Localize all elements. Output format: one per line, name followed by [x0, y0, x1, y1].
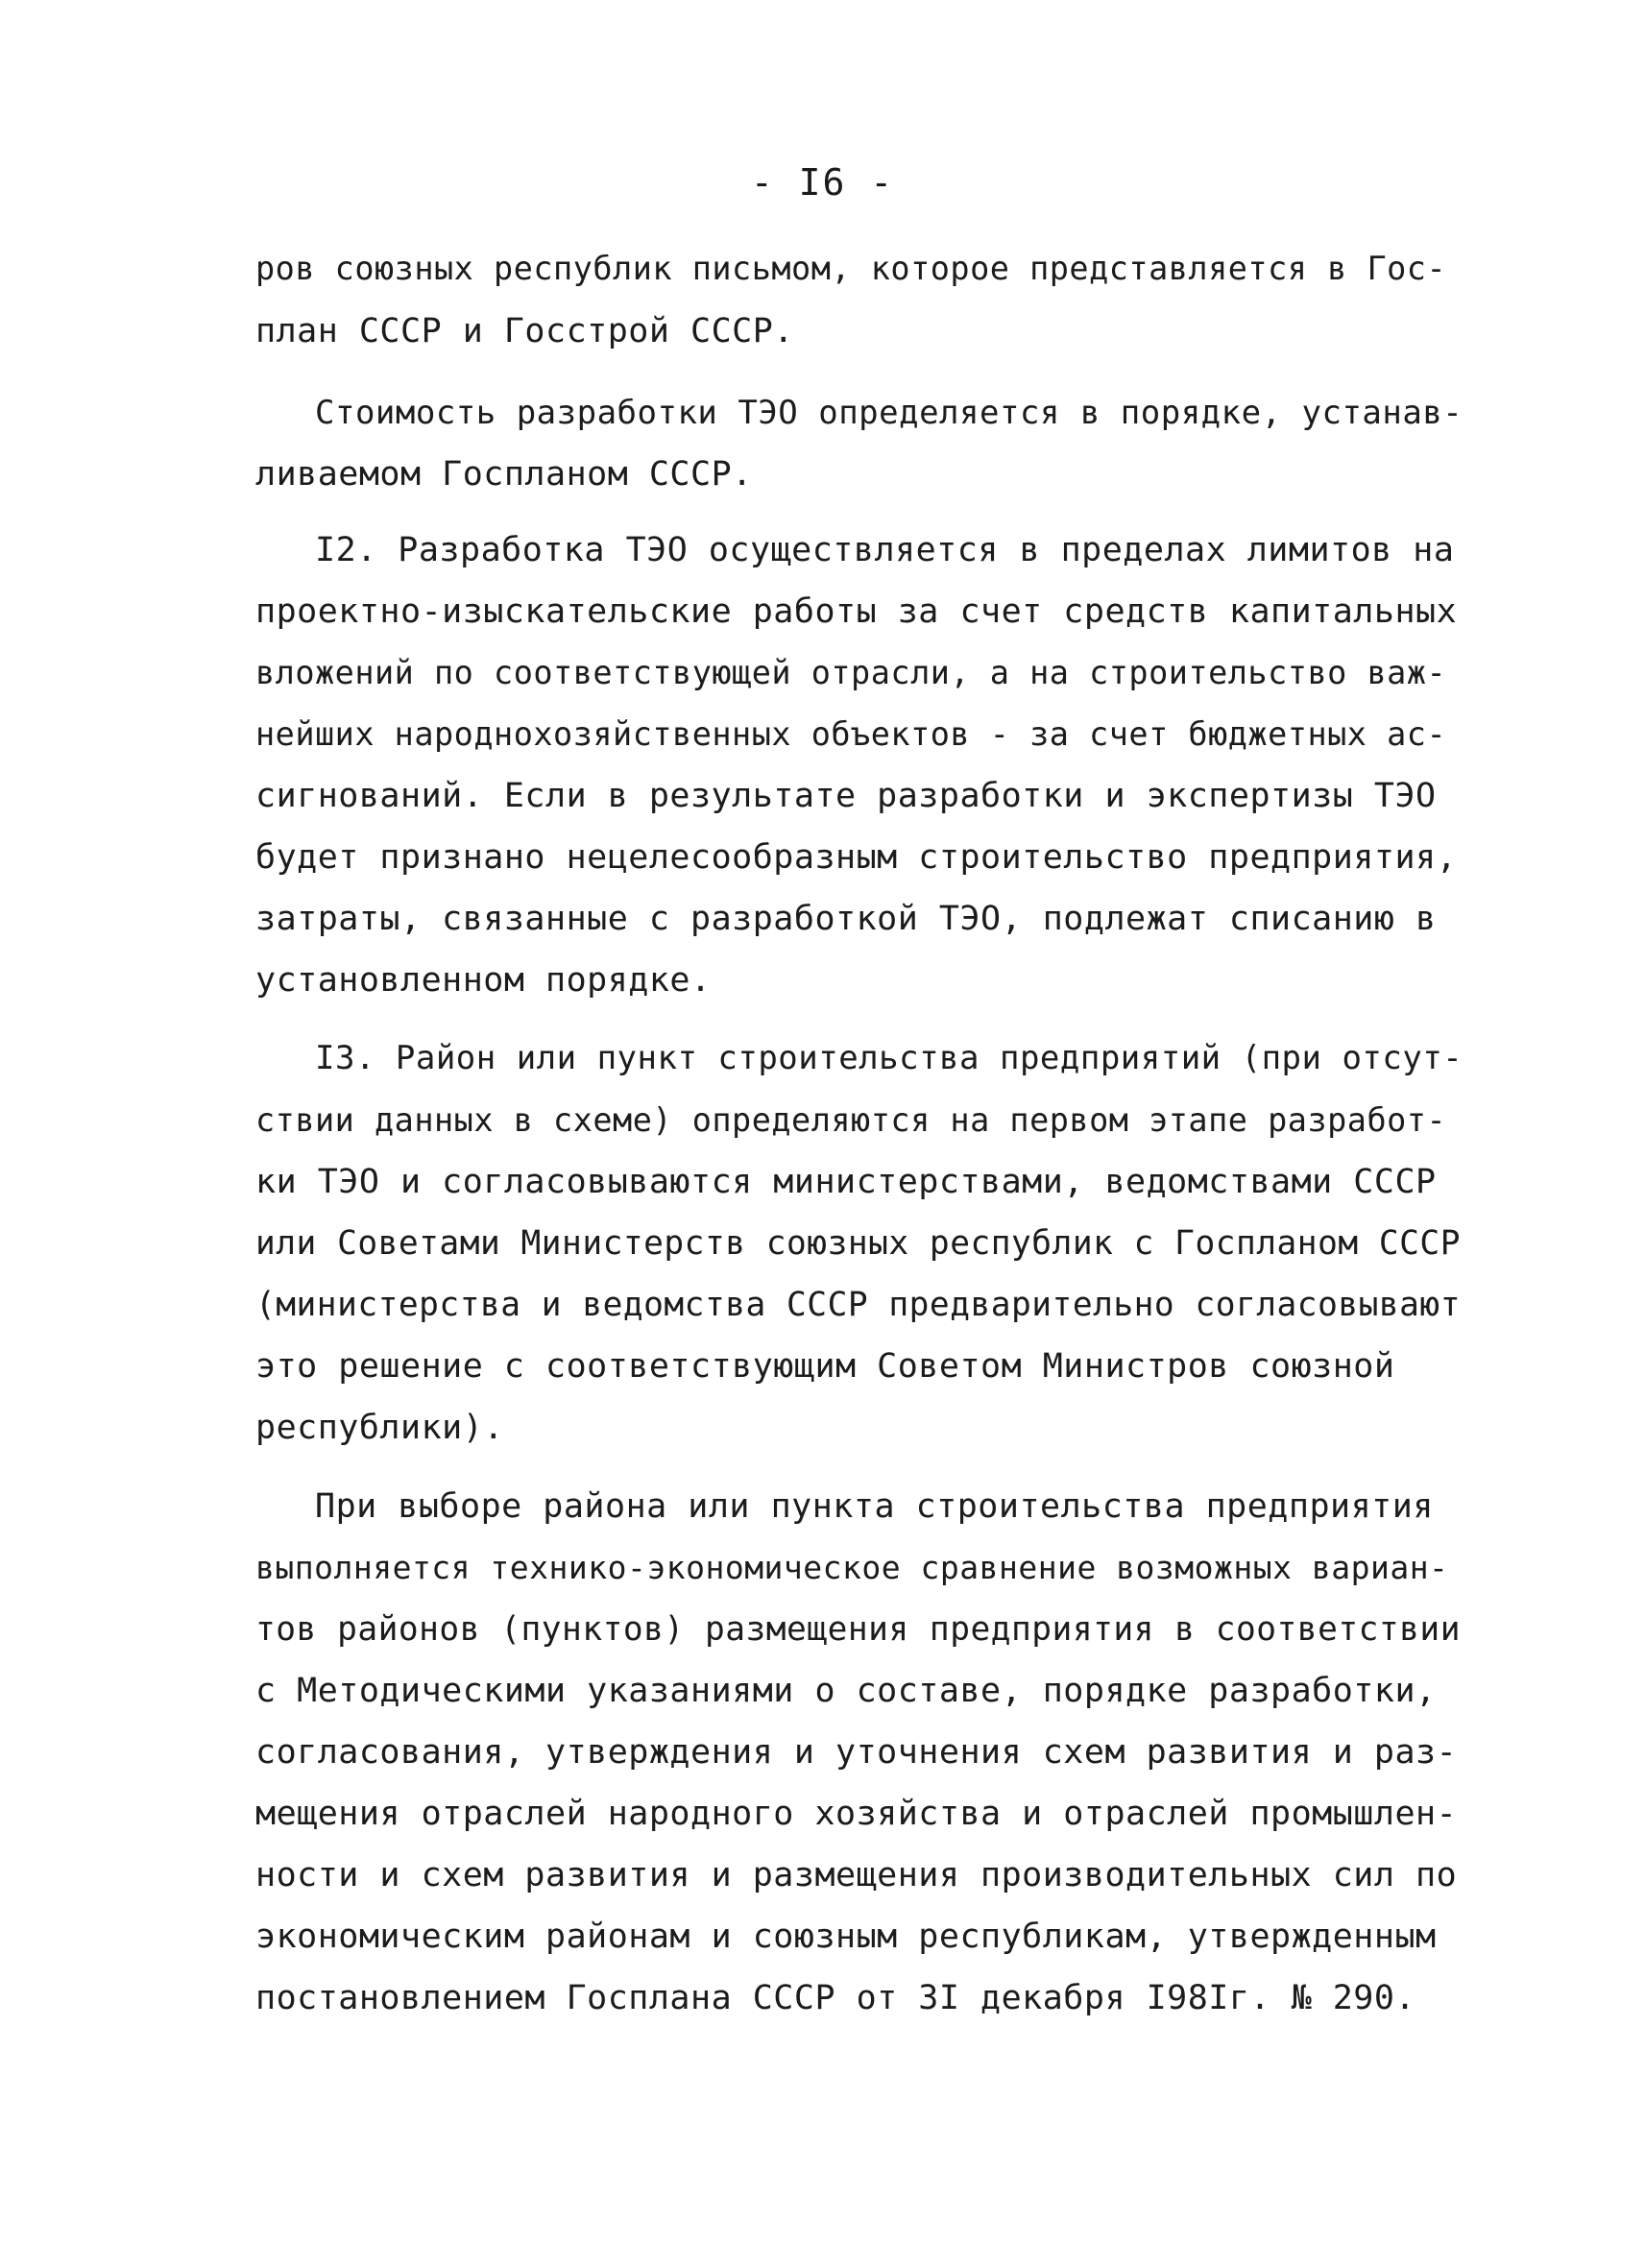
- text-line: ности и схем развития и размещения производительных сил по: [255, 1856, 1458, 1894]
- text-line: установленном порядке.: [255, 961, 712, 1000]
- page-number: - I6 -: [750, 161, 895, 204]
- text-line: сигнований. Если в результате разработки и экспертизы ТЭО: [255, 777, 1437, 815]
- text-line: I2. Разработка ТЭО осуществляется в пределах лимитов на: [315, 531, 1455, 569]
- text-line: проектно-изыскательские работы за счет средств капитальных: [255, 592, 1458, 631]
- text-line: выполняется технико-экономическое сравнение возможных вариан-: [255, 1549, 1449, 1586]
- text-line: ки ТЭО и согласовываются министерствами, ведомствами СССР: [255, 1163, 1437, 1201]
- text-line: При выборе района или пункта строительства предприятия: [315, 1487, 1434, 1526]
- text-line: I3. Район или пункт строительства предприятий (при отсут-: [315, 1039, 1464, 1077]
- text-line: (министерства и ведомства СССР предварительно согласовывают: [255, 1286, 1461, 1324]
- text-line: постановлением Госплана СССР от 3I декабря I98Iг. № 290.: [255, 1979, 1416, 2017]
- text-line: с Методическими указаниями о составе, порядке разработки,: [255, 1672, 1437, 1710]
- text-line: план СССР и Госстрой СССР.: [255, 312, 794, 350]
- text-line: мещения отраслей народного хозяйства и отраслей промышлен-: [255, 1795, 1458, 1833]
- text-line: вложений по соответствующей отрасли, а на строительство важ-: [255, 654, 1447, 691]
- text-line: республики).: [255, 1409, 504, 1447]
- text-line: Стоимость разработки ТЭО определяется в порядке, устанав-: [315, 394, 1464, 432]
- text-line: ствии данных в схеме) определяются на первом этапе разработ-: [255, 1101, 1447, 1139]
- text-line: или Советами Министерств союзных республик с Госпланом СССР: [255, 1224, 1461, 1263]
- text-line: тов районов (пунктов) размещения предприятия в соответствии: [255, 1610, 1461, 1649]
- text-line: экономическим районам и союзным республикам, утвержденным: [255, 1918, 1437, 1956]
- text-line: затраты, связанные с разработкой ТЭО, подлежат списанию в: [255, 900, 1437, 938]
- text-line: согласования, утверждения и уточнения схем развития и раз-: [255, 1733, 1458, 1772]
- text-line: ров союзных республик письмом, которое представляется в Гос-: [255, 250, 1447, 287]
- text-line: нейших народнохозяйственных объектов - за счет бюджетных ас-: [255, 715, 1447, 753]
- text-line: будет признано нецелесообразным строительство предприятия,: [255, 838, 1458, 877]
- text-line: это решение с соответствующим Советом Министров союзной: [255, 1347, 1395, 1386]
- text-line: ливаемом Госпланом СССР.: [255, 455, 753, 494]
